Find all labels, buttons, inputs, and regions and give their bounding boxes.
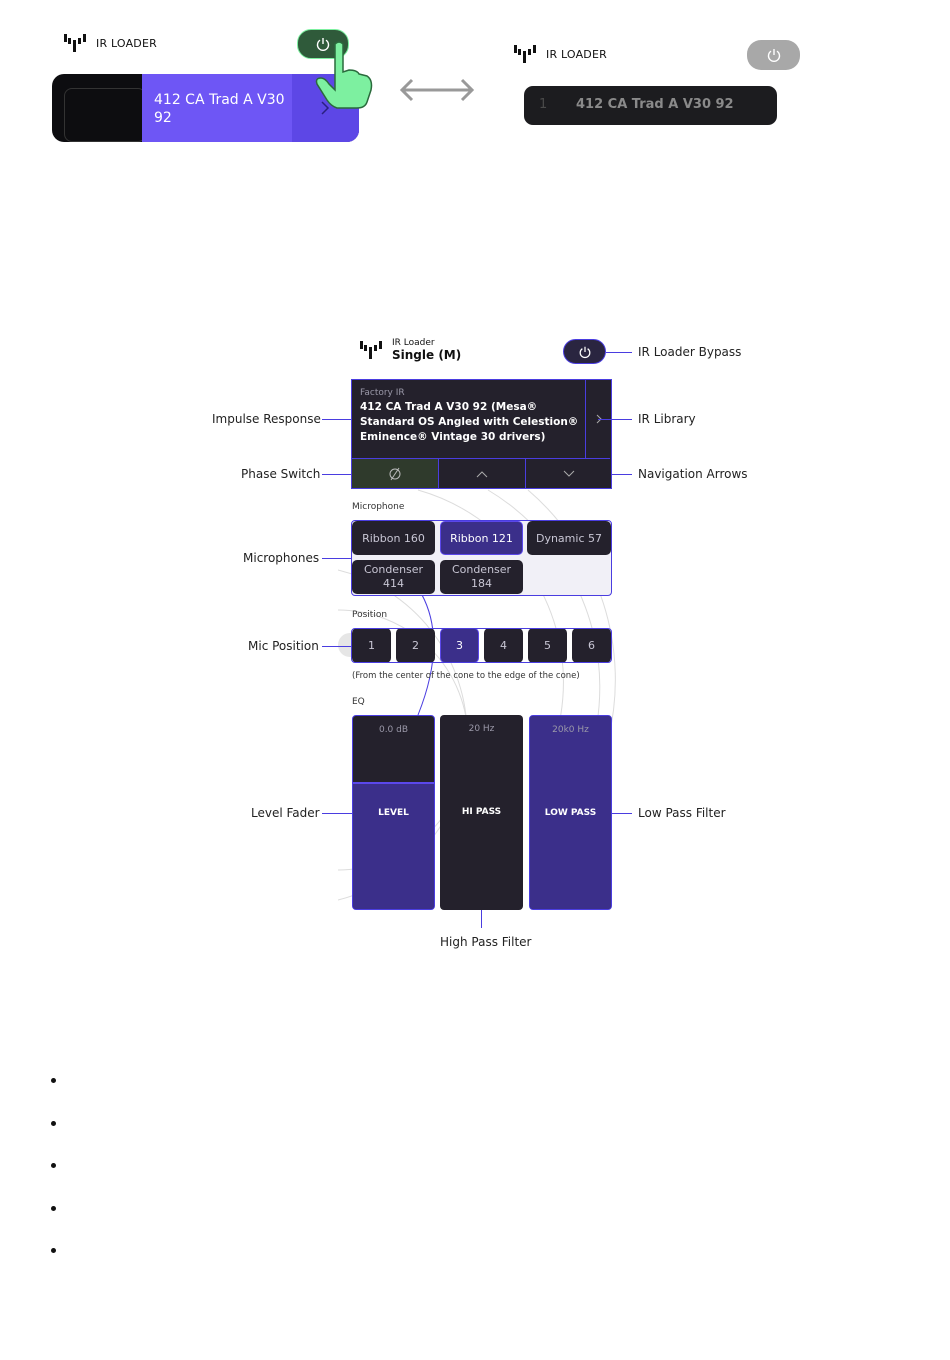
annotation-high-pass-filter: High Pass Filter (440, 935, 532, 949)
preset-name-line2: 92 (154, 110, 172, 126)
bullet-point (51, 1163, 56, 1168)
nav-down-button[interactable] (526, 459, 611, 488)
chevron-up-icon (476, 470, 488, 478)
phase-icon (388, 467, 402, 481)
power-icon (766, 47, 782, 63)
microphone-label: Microphone (352, 502, 405, 512)
level-fader[interactable] (352, 715, 435, 910)
annotation-impulse-response: Impulse Response (212, 412, 321, 426)
low-pass-fader[interactable] (529, 715, 612, 910)
annotation-ir-loader-bypass: IR Loader Bypass (638, 345, 742, 359)
preset-name (154, 91, 285, 127)
ir-source: Factory IR (360, 388, 405, 398)
position-2[interactable]: 2 (396, 628, 435, 663)
double-arrow-icon (398, 76, 476, 104)
mic-condenser-184[interactable]: Condenser 184 (440, 560, 523, 594)
annotation-mic-position: Mic Position (248, 639, 319, 653)
logo-text: IR LOADER (546, 47, 607, 61)
ir-loader-header (358, 338, 461, 362)
mic-dynamic-57[interactable]: Dynamic 57 (527, 521, 611, 555)
bullet-point (51, 1248, 56, 1253)
ir-loader-logo-active (62, 32, 157, 54)
preset-name: 412 CA Trad A V30 92 (576, 97, 734, 112)
position-3[interactable]: 3 (440, 628, 479, 663)
ir-info[interactable] (360, 388, 580, 445)
preset-name-line1: 412 CA Trad A V30 (154, 92, 285, 108)
bullet-point (51, 1121, 56, 1126)
chevron-down-icon (563, 470, 575, 478)
bullet-point (51, 1078, 56, 1083)
nav-up-button[interactable] (439, 459, 525, 488)
ir-description: 412 CA Trad A V30 92 (Mesa® Standard OS Angled with Celestion® Eminence® Vintage 30 drivers) (360, 401, 579, 443)
hi-pass-name: HI PASS (461, 807, 502, 817)
eq-label: EQ (352, 697, 365, 707)
cabinet-thumbnail (64, 88, 146, 142)
annotation-navigation-arrows: Navigation Arrows (638, 467, 748, 481)
hi-pass-value: 20 Hz (468, 724, 495, 734)
mic-ribbon-160[interactable]: Ribbon 160 (352, 521, 435, 555)
ir-loader-logo-icon (358, 339, 384, 361)
ir-loader-small-title: IR Loader (392, 338, 435, 348)
position-6[interactable]: 6 (572, 628, 611, 663)
annotation-level-fader: Level Fader (251, 806, 320, 820)
hand-pointer-icon (313, 38, 375, 110)
preset-card-bypassed[interactable] (524, 86, 777, 125)
ir-loader-bypass-button[interactable] (563, 339, 606, 364)
annotation-microphones: Microphones (243, 551, 320, 565)
position-5[interactable]: 5 (528, 628, 567, 663)
hi-pass-fader[interactable] (440, 715, 523, 910)
position-note: (From the center of the cone to the edge of the cone) (352, 671, 580, 681)
power-icon (578, 345, 592, 359)
impulse-response-panel (351, 379, 612, 489)
ir-loader-logo-icon (512, 43, 538, 65)
logo-text: IR LOADER (96, 36, 157, 50)
mic-condenser-414[interactable]: Condenser 414 (352, 560, 435, 594)
position-4[interactable]: 4 (484, 628, 523, 663)
low-pass-name: LOW PASS (544, 808, 597, 818)
annotation-ir-library: IR Library (638, 412, 696, 426)
phase-switch-button[interactable] (352, 459, 438, 488)
bullet-point (51, 1206, 56, 1211)
mic-ribbon-121[interactable]: Ribbon 121 (440, 521, 523, 555)
annotation-low-pass-filter: Low Pass Filter (638, 806, 726, 820)
level-name: LEVEL (378, 808, 409, 818)
mode-title: Single (M) (392, 348, 462, 362)
ir-loader-logo-bypassed (512, 43, 607, 65)
low-pass-value: 20k0 Hz (552, 725, 589, 735)
position-1[interactable]: 1 (352, 628, 391, 663)
power-button-bypassed[interactable] (747, 40, 800, 70)
annotation-phase-switch: Phase Switch (241, 467, 321, 481)
level-value: 0.0 dB (378, 725, 409, 735)
preset-number: 1 (539, 97, 548, 112)
position-label: Position (352, 610, 388, 620)
ir-loader-logo-icon (62, 32, 88, 54)
level-fader-fill (353, 782, 434, 909)
